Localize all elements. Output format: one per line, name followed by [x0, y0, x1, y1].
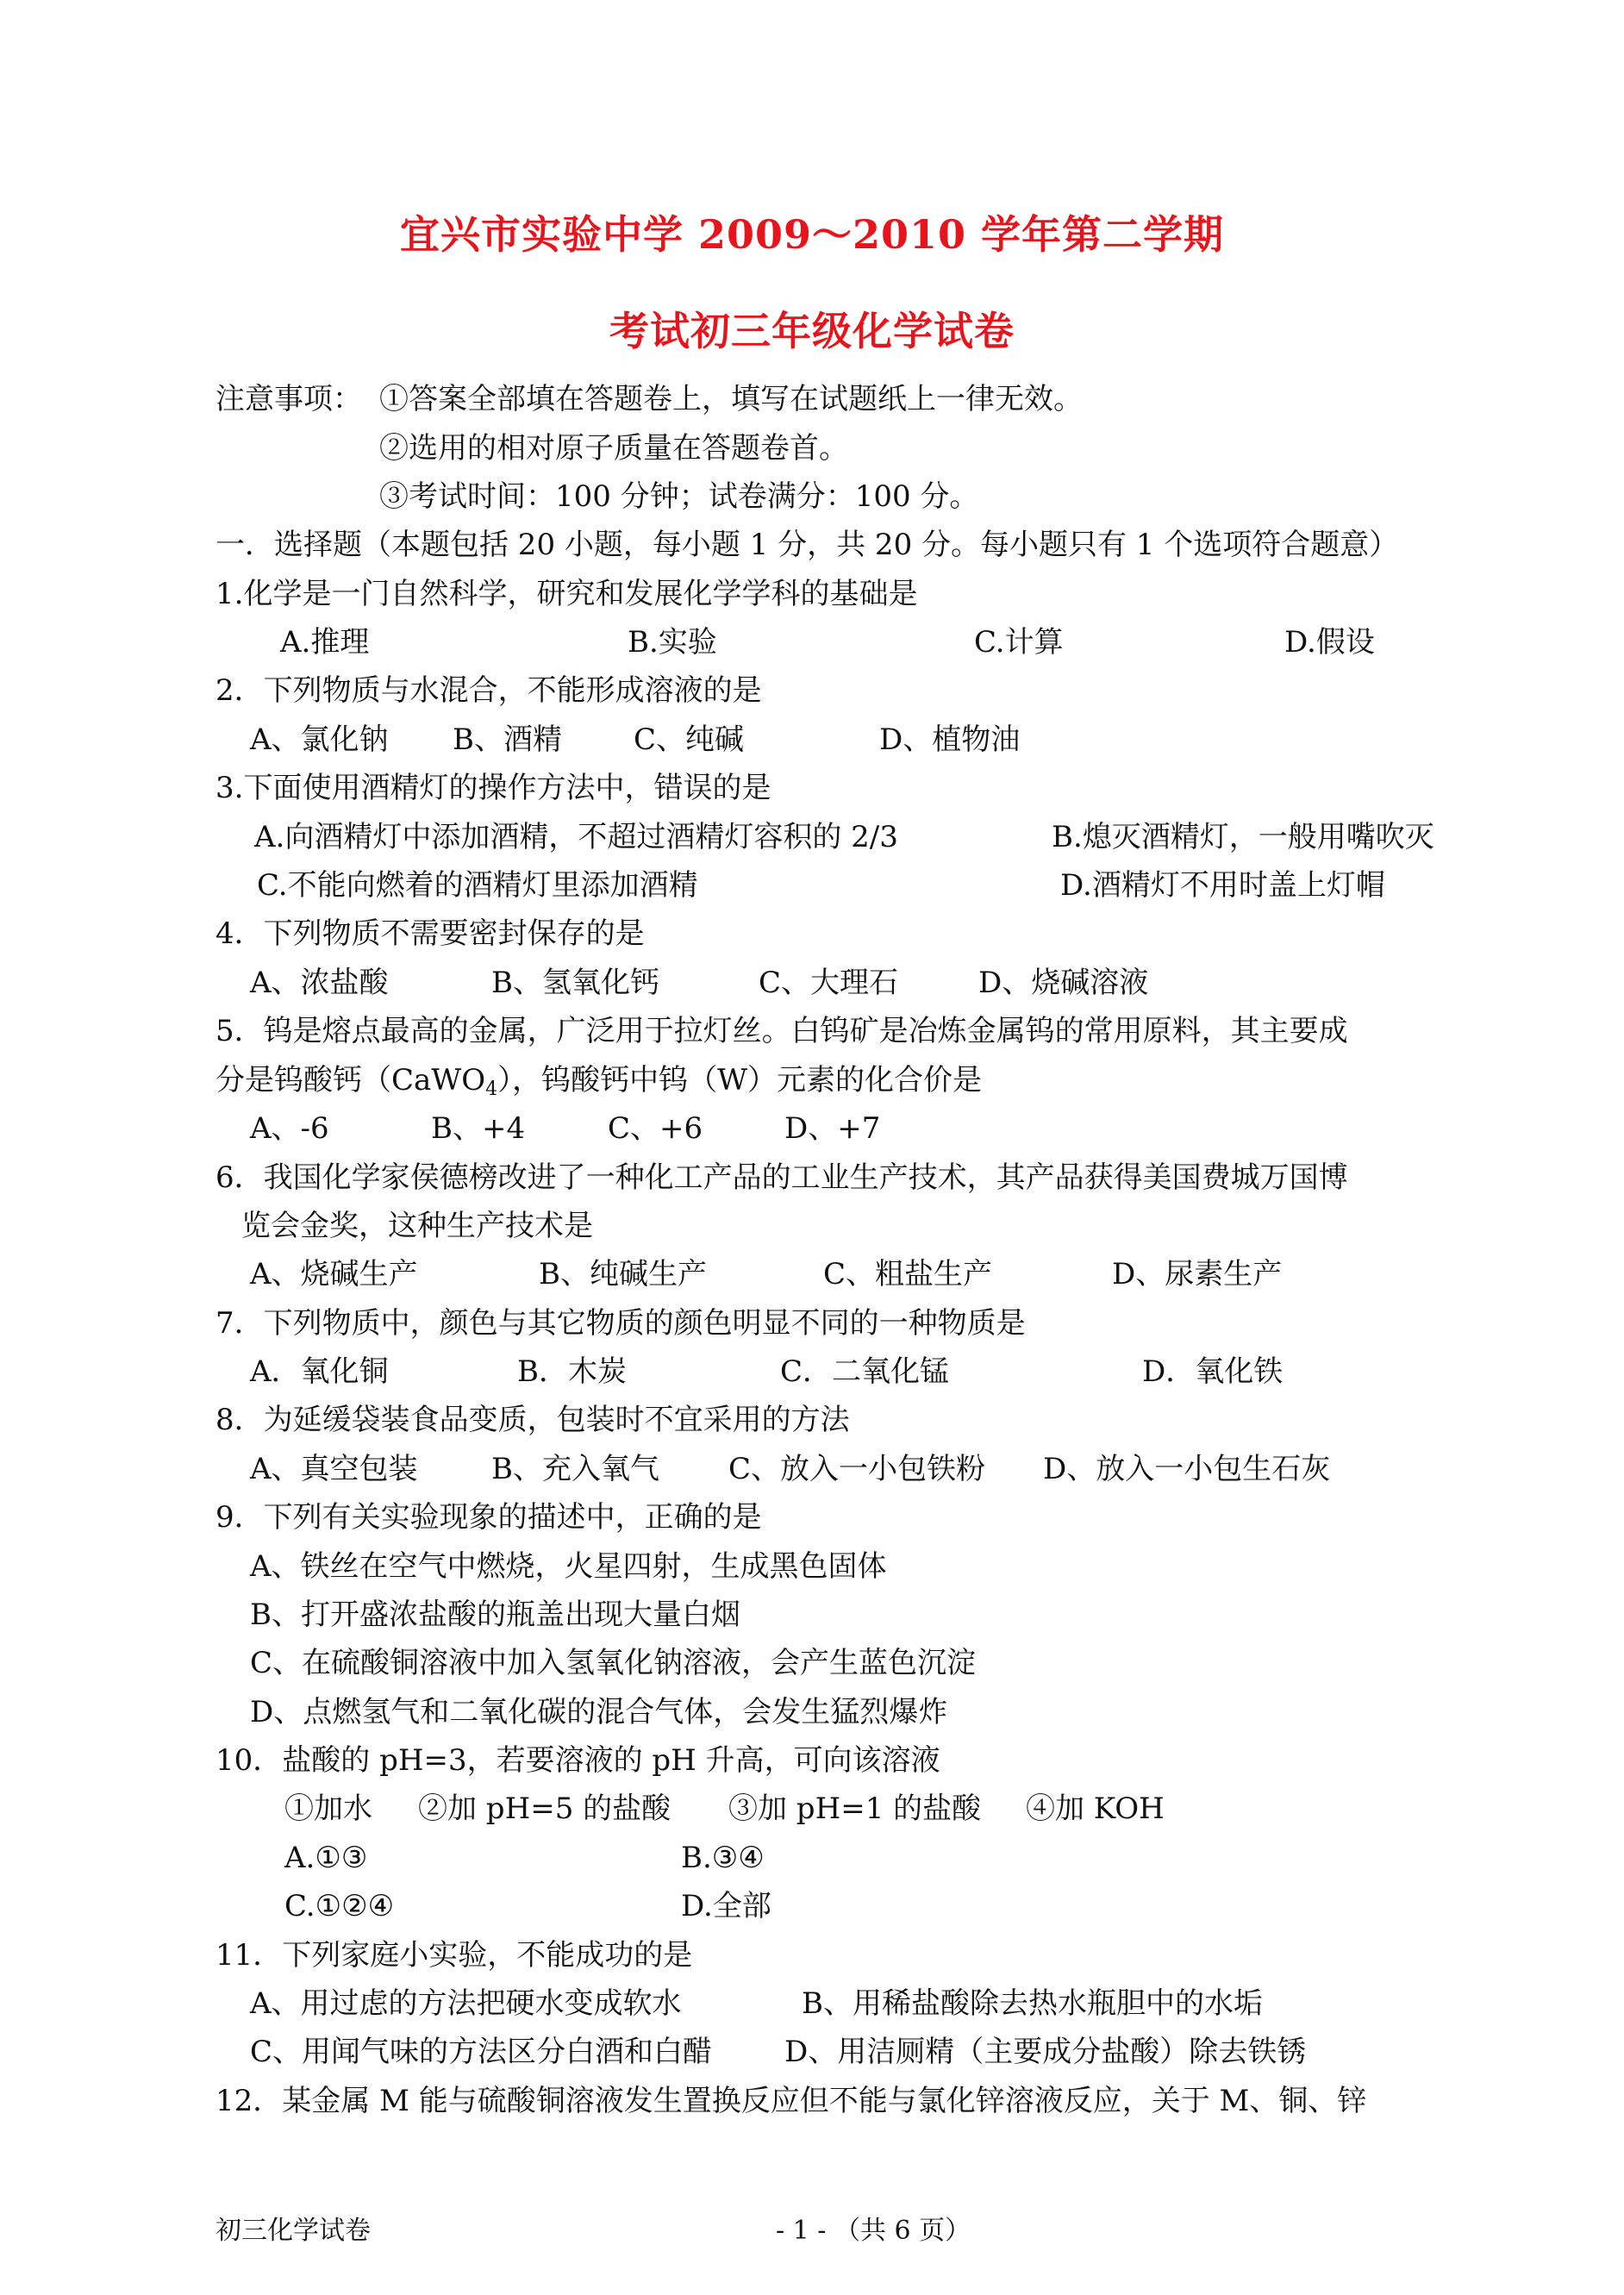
question-2-option-a: A、氯化钠 — [250, 722, 389, 757]
question-6-option-d: D、尿素生产 — [1112, 1257, 1283, 1291]
question-9-option-a: A、铁丝在空气中燃烧，火星四射，生成黑色固体 — [250, 1549, 887, 1584]
footer-page-number: - 1 - （共 6 页） — [776, 2216, 971, 2246]
question-2-option-b: B、酒精 — [453, 722, 562, 757]
question-5-option-c: C、+6 — [608, 1111, 703, 1146]
question-11-option-c: C、用闻气味的方法区分白酒和白醋 — [250, 2035, 713, 2069]
question-8-stem: 8．为延缓袋装食品变质，包装时不宜采用的方法 — [215, 1403, 850, 1437]
notice-item-3: ③考试时间：100 分钟；试卷满分：100 分。 — [379, 479, 979, 514]
question-3-option-c: C.不能向燃着的酒精灯里添加酒精 — [257, 868, 698, 903]
question-4-option-a: A、浓盐酸 — [250, 966, 389, 1000]
question-5-stem-part2: ），钨酸钙中钨（W）元素的化合价是 — [497, 1063, 983, 1097]
footer-title: 初三化学试卷 — [215, 2216, 371, 2246]
exam-title-line2: 考试初三年级化学试卷 — [609, 308, 1015, 354]
question-10-item-2: ②加 pH=5 的盐酸 — [418, 1792, 671, 1826]
question-6-option-c: C、粗盐生产 — [823, 1257, 993, 1291]
question-4-option-c: C、大理石 — [759, 966, 899, 1000]
question-9-stem: 9．下列有关实验现象的描述中，正确的是 — [215, 1500, 762, 1535]
question-2-option-c: C、纯碱 — [634, 722, 745, 757]
question-2-option-d: D、植物油 — [879, 722, 1021, 757]
question-5-option-d: D、+7 — [784, 1111, 881, 1146]
question-9-option-d: D、点燃氢气和二氧化碳的混合气体，会发生猛烈爆炸 — [250, 1695, 948, 1729]
question-3-stem: 3.下面使用酒精灯的操作方法中，错误的是 — [215, 771, 771, 805]
question-10-item-1: ①加水 — [284, 1792, 372, 1826]
question-8-option-c: C、放入一小包铁粉 — [728, 1452, 986, 1486]
question-10-item-3: ③加 pH=1 的盐酸 — [728, 1792, 982, 1826]
question-1-option-d: D.假设 — [1284, 625, 1375, 660]
question-5-stem-line1: 5．钨是熔点最高的金属，广泛用于拉灯丝。白钨矿是冶炼金属钨的常用原料，其主要成 — [215, 1014, 1348, 1048]
question-10-option-b: B.③④ — [681, 1841, 765, 1875]
question-5-stem-part1: 分是钨酸钙（CaWO — [215, 1063, 486, 1097]
question-10-option-d: D.全部 — [681, 1889, 771, 1923]
question-1-stem: 1.化学是一门自然科学，研究和发展化学学科的基础是 — [215, 577, 918, 611]
question-5-option-a: A、-6 — [250, 1111, 329, 1146]
question-8-option-a: A、真空包装 — [250, 1452, 418, 1486]
question-10-option-c: C.①②④ — [284, 1889, 395, 1923]
question-6-stem-line1: 6．我国化学家侯德榜改进了一种化工产品的工业生产技术，其产品获得美国费城万国博 — [215, 1160, 1348, 1195]
question-8-option-b: B、充入氧气 — [491, 1452, 659, 1486]
question-10-item-4: ④加 KOH — [1026, 1792, 1165, 1826]
question-3-option-a: A.向酒精灯中添加酒精，不超过酒精灯容积的 2/3 — [254, 820, 898, 854]
question-5-option-b: B、+4 — [431, 1111, 526, 1146]
question-7-option-b: B．木炭 — [517, 1354, 627, 1389]
question-6-option-b: B、纯碱生产 — [539, 1257, 707, 1291]
question-9-option-b: B、打开盛浓盐酸的瓶盖出现大量白烟 — [250, 1598, 740, 1632]
question-7-option-c: C．二氧化锰 — [780, 1354, 950, 1389]
notice-item-1: ①答案全部填在答题卷上，填写在试题纸上一律无效。 — [379, 382, 1083, 416]
question-4-option-d: D、烧碱溶液 — [978, 966, 1149, 1000]
question-5-subscript: 4 — [485, 1079, 498, 1100]
notice-item-2: ②选用的相对原子质量在答题卷首。 — [379, 431, 848, 466]
question-1-option-c: C.计算 — [974, 625, 1064, 660]
question-10-stem: 10．盐酸的 pH=3，若要溶液的 pH 升高，可向该溶液 — [215, 1743, 940, 1778]
question-11-option-d: D、用洁厕精（主要成分盐酸）除去铁锈 — [784, 2035, 1307, 2069]
question-1-option-b: B.实验 — [628, 625, 717, 660]
question-11-option-b: B、用稀盐酸除去热水瓶胆中的水垢 — [802, 1986, 1263, 2021]
question-5-stem-line2 — [215, 1063, 982, 1107]
question-11-option-a: A、用过虑的方法把硬水变成软水 — [250, 1986, 682, 2021]
question-12-stem: 12．某金属 M 能与硫酸铜溶液发生置换反应但不能与氯化锌溶液反应，关于 M、铜、锌 — [215, 2084, 1367, 2118]
question-7-option-d: D．氧化铁 — [1142, 1354, 1284, 1389]
notice-label: 注意事项： — [215, 382, 362, 416]
question-10-option-a: A.①③ — [284, 1841, 368, 1875]
question-6-stem-line2: 览会金奖，这种生产技术是 — [241, 1209, 593, 1243]
exam-title-line1: 宜兴市实验中学 2009～2010 学年第二学期 — [399, 211, 1225, 258]
question-7-option-a: A．氧化铜 — [250, 1354, 389, 1389]
question-8-option-d: D、放入一小包生石灰 — [1043, 1452, 1331, 1486]
question-3-option-d: D.酒精灯不用时盖上灯帽 — [1060, 868, 1385, 903]
question-11-stem: 11．下列家庭小实验，不能成功的是 — [215, 1938, 693, 1973]
question-7-stem: 7．下列物质中，颜色与其它物质的颜色明显不同的一种物质是 — [215, 1306, 1026, 1341]
question-9-option-c: C、在硫酸铜溶液中加入氢氧化钠溶液，会产生蓝色沉淀 — [250, 1646, 977, 1680]
question-4-option-b: B、氢氧化钙 — [491, 966, 659, 1000]
question-6-option-a: A、烧碱生产 — [250, 1257, 418, 1291]
section-heading: 一．选择题（本题包括 20 小题，每小题 1 分，共 20 分。每小题只有 1 个选项符合题意） — [215, 528, 1399, 562]
question-2-stem: 2．下列物质与水混合，不能形成溶液的是 — [215, 673, 762, 708]
question-4-stem: 4．下列物质不需要密封保存的是 — [215, 916, 645, 951]
question-1-option-a: A.推理 — [280, 625, 370, 660]
question-3-option-b: B.熄灭酒精灯，一般用嘴吹灭 — [1052, 820, 1434, 854]
